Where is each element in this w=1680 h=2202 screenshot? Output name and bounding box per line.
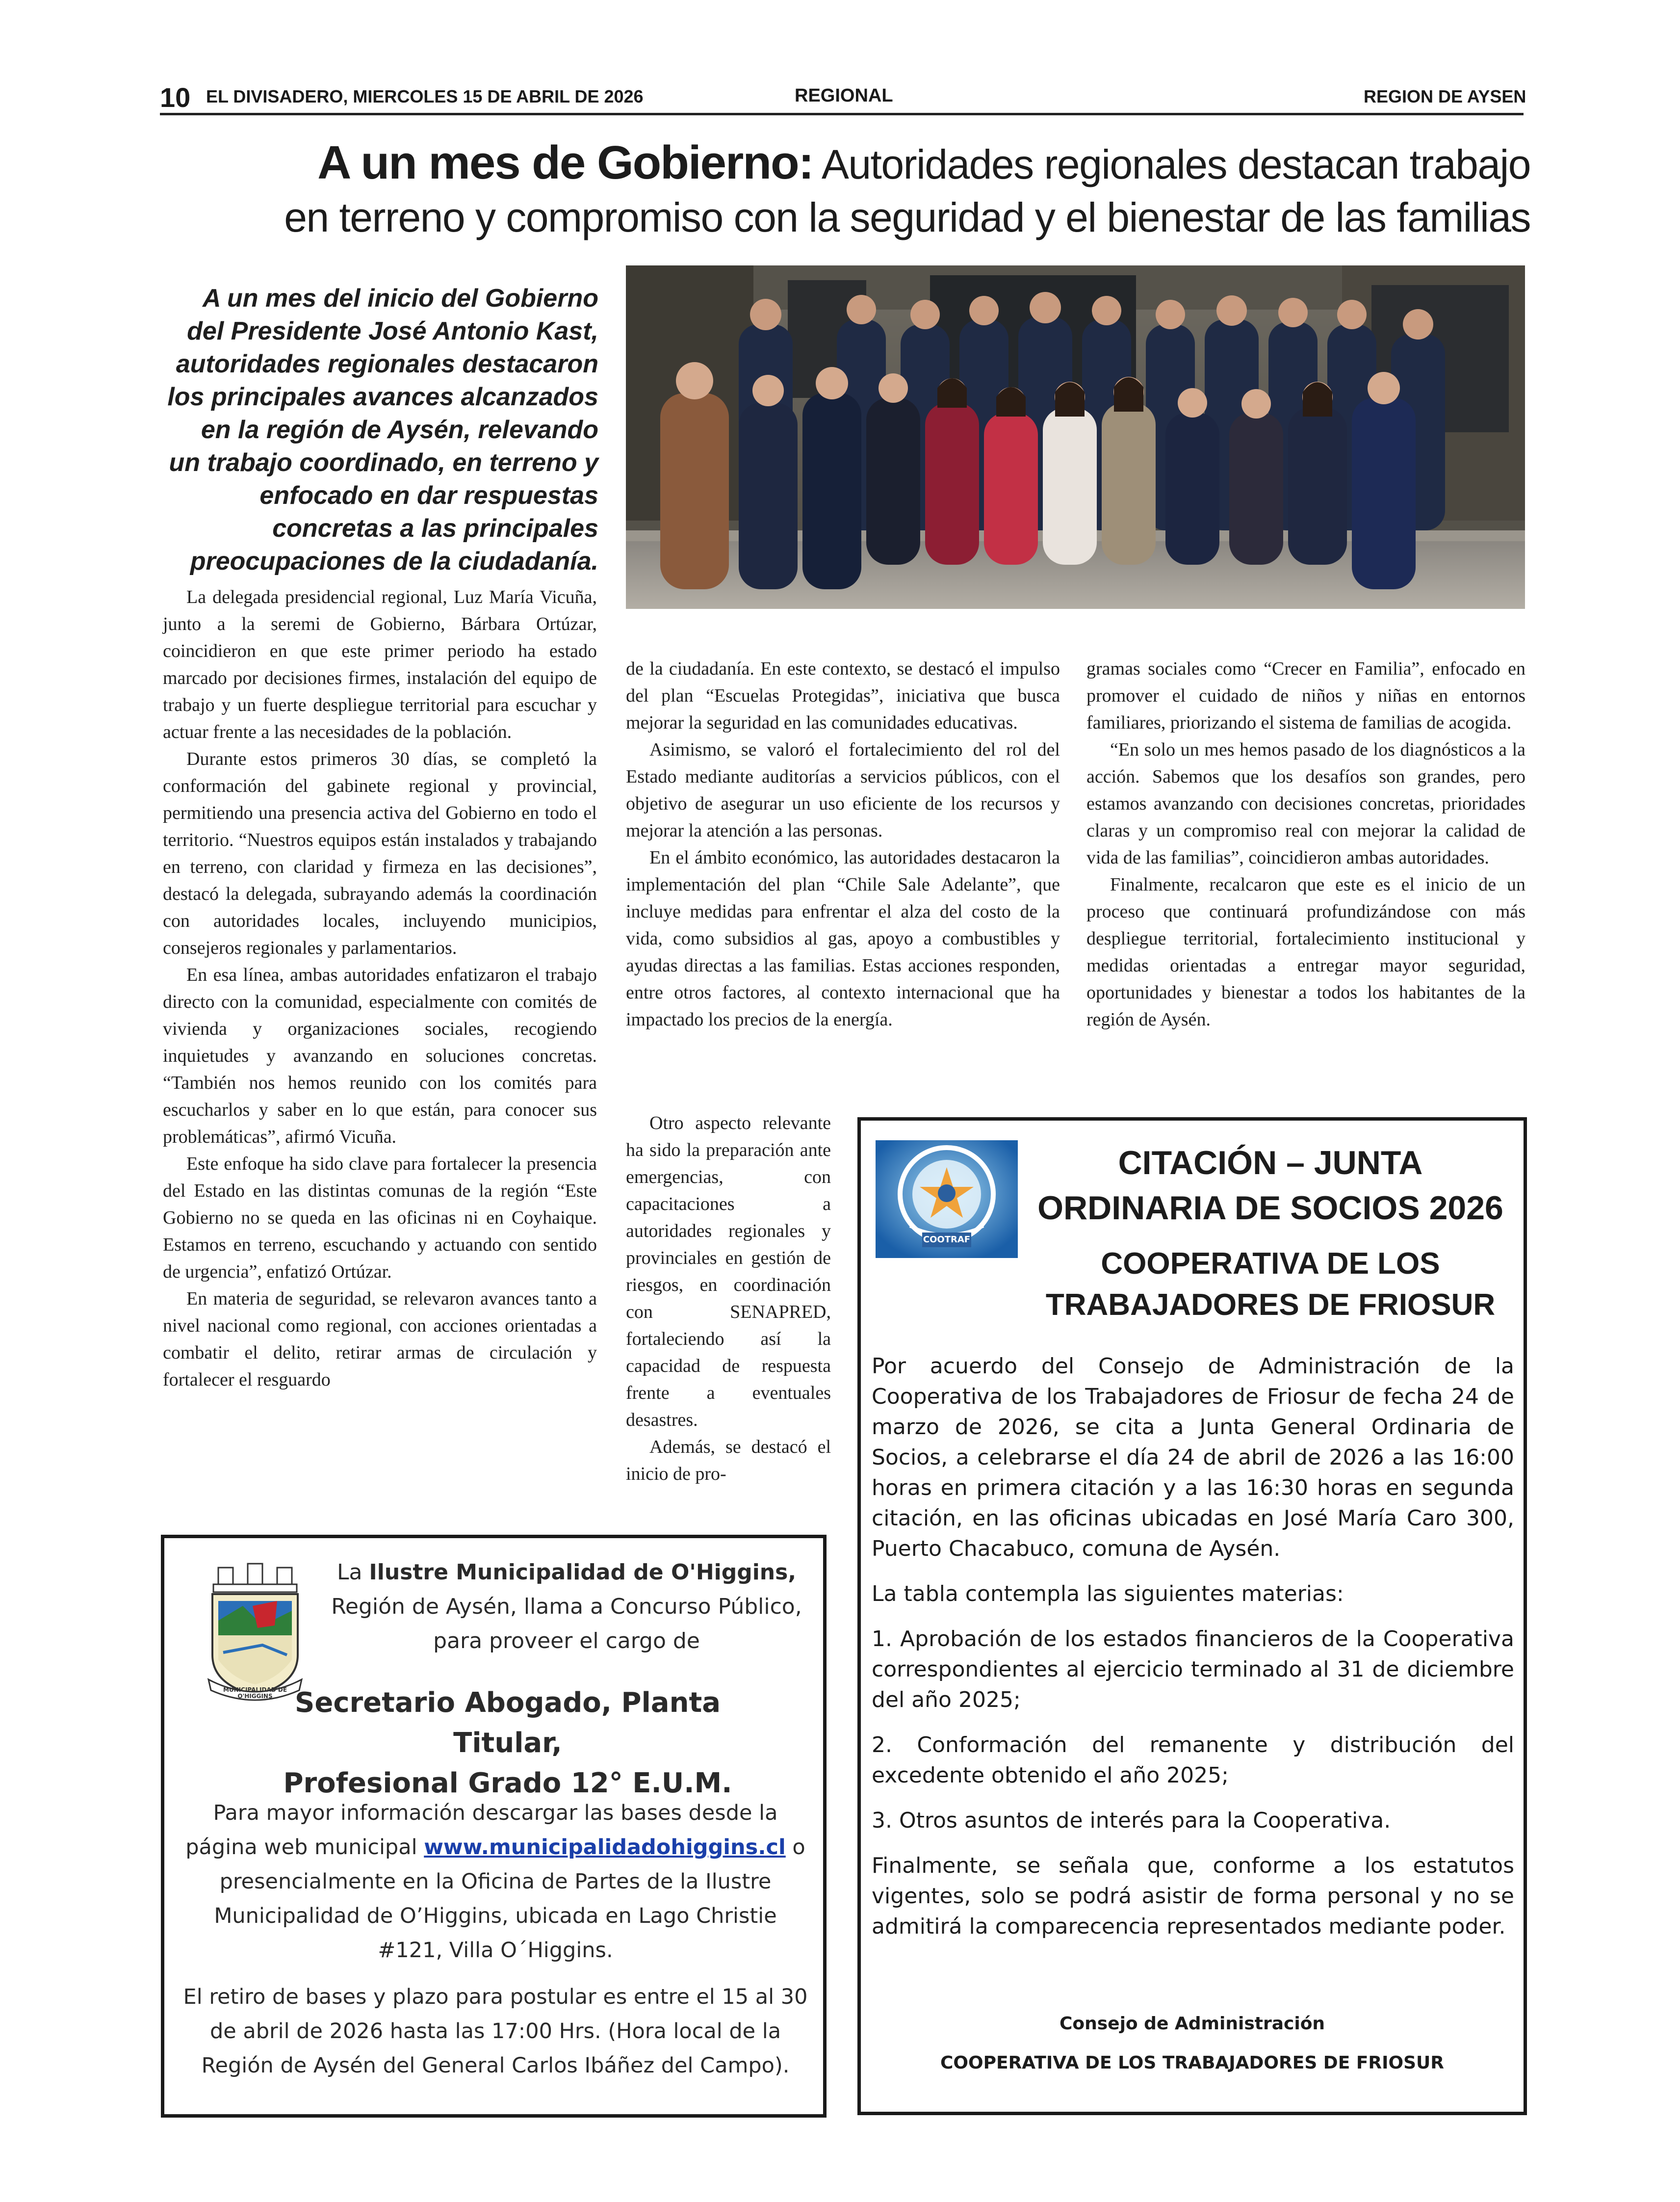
headline-line-1: Autoridades regionales destacan trabajo	[821, 141, 1530, 187]
paragraph: En esa línea, ambas autoridades enfatizaron el trabajo directo con la comunidad, especialmente con comités de vivienda y organizaciones sociales, recogiendo inquietudes y avanzando en soluciones concretas. “También nos hemos reunido con los comités para escucharlos y saber en lo que están, para conocer sus problemáticas”, afirmó Vicuña.	[163, 965, 597, 1147]
article-column-3	[1086, 655, 1525, 1033]
article-headline	[162, 136, 1530, 244]
paragraph: Además, se destacó el inicio de pro-	[626, 1437, 831, 1484]
header-rule	[160, 113, 1524, 115]
paragraph: Finalmente, se señala que, conforme a los estatutos vigentes, solo se podrá asistir de forma personal y no se admitirá la comparecencia representados mediante poder.	[872, 1853, 1514, 1939]
cooperative-ad	[857, 1117, 1527, 2115]
municipal-website-link[interactable]: www.municipalidadohiggins.cl	[424, 1835, 786, 1860]
application-deadline: El retiro de bases y plazo para postular es entre el 15 al 30 de abril de 2026 hasta las 17:00 Hrs. (Hora local de la Región de Aysén del General Carlos Ibáñez del Campo).	[183, 1985, 808, 2078]
more-info: Para mayor información descargar las bases desde la página web municipal www.municipalidadohiggins.cl o presencialmente en la Oficina de Partes de la Ilustre Municipalidad de O’Higgins, ubicada en Lago Christie #121, Villa O´Higgins.	[185, 1801, 805, 1963]
list-item: 2. Conformación del remanente y distribución del excedente obtenido el año 2025;	[872, 1732, 1514, 1788]
paragraph: Este enfoque ha sido clave para fortalecer la presencia del Estado en las distintas comunas de la región “Este Gobierno no se queda en las oficinas ni en Coyhaique. Estamos en terreno, escuchando y actuando con sentido de urgencia”, enfatizó Ortúzar.	[163, 1153, 597, 1282]
signature-cooperative: COOPERATIVA DE LOS TRABAJADORES DE FRIOSUR	[940, 2053, 1445, 2073]
paragraph: En materia de seguridad, se relevaron avances tanto a nivel nacional como regional, con acciones orientadas a combatir el delito, retirar armas de circulación y fortalecer el resguardo	[163, 1288, 597, 1390]
position-title: Secretario Abogado, Planta Titular, Profesional Grado 12° E.U.M.	[283, 1687, 732, 1799]
municipal-ad	[161, 1535, 827, 2118]
cootraf-logo-icon	[876, 1140, 1018, 1258]
paragraph: Asimismo, se valoró el fortalecimiento del rol del Estado mediante auditorías a servicios públicos, con el objetivo de asegurar un uso eficiente de los recursos y mejorar la atención a las personas.	[626, 739, 1060, 841]
newspaper-name-date: EL DIVISADERO, MIERCOLES 15 DE ABRIL DE 2026	[206, 86, 644, 106]
group-photo	[626, 265, 1525, 609]
paragraph: Otro aspecto relevante ha sido la preparación ante emergencias, con capacitaciones a autoridades regionales y provinciales en gestión de riesgos, en coordinación con SENAPRED, fortaleciendo así la capacidad de respuesta frente a eventuales desastres.	[626, 1113, 831, 1430]
cooperative-name: COOPERATIVA DE LOS TRABAJADORES DE FRIOSUR	[1045, 1247, 1496, 1322]
paragraph: “En solo un mes hemos pasado de los diagnósticos a la acción. Sabemos que los desafíos son grandes, pero estamos avanzando con decisiones concretas, prioridades claras y un compromiso real con mejorar la calidad de vida de las familias”, coincidieron ambas autoridades.	[1086, 739, 1525, 868]
region-label: REGION DE AYSEN	[1364, 86, 1526, 106]
signature-council: Consejo de Administración	[1059, 2014, 1325, 2034]
section-label: REGIONAL	[795, 85, 893, 106]
paragraph: de la ciudadanía. En este contexto, se destacó el impulso del plan “Escuelas Protegidas”, iniciativa que busca mejorar la seguridad en las comunidades educativas.	[626, 658, 1060, 733]
headline-line-2: en terreno y compromiso con la seguridad y el bienestar de las familias	[284, 194, 1530, 240]
paragraph: Durante estos primeros 30 días, se completó la conformación del gabinete regional y provincial, permitiendo una presencia activa del Gobierno en todo el territorio. “Nuestros equipos están instalados y trabajando en terreno, con claridad y firmeza en las decisiones”, destacó la delegada, subrayando además la coordinación con autoridades locales, incluyendo municipios, consejeros regionales y parlamentarios.	[163, 749, 597, 958]
paragraph: La tabla contempla las siguientes materias:	[872, 1581, 1344, 1606]
citation-title: CITACIÓN – JUNTA ORDINARIA DE SOCIOS 2026	[1037, 1144, 1503, 1227]
list-item: 1. Aprobación de los estados financieros de la Cooperativa correspondientes al ejercicio terminado al 31 de diciembre del año 2025;	[872, 1626, 1514, 1712]
paragraph: La delegada presidencial regional, Luz María Vicuña, junto a la seremi de Gobierno, Bárbara Ortúzar, coincidieron en que este primer periodo ha estado marcado por decisiones firmes, instalación del equipo de trabajo y un fuerte despliegue territorial para escuchar y actuar frente a las necesidades de la población.	[163, 587, 597, 742]
paragraph: Por acuerdo del Consejo de Administración de la Cooperativa de los Trabajadores de Friosur de fecha 24 de marzo de 2026, se cita a Junta General Ordinaria de Socios, a celebrarse el día 24 de abril de 2026 a las 16:00 horas en primera citación y a las 16:30 horas en segunda citación, en las oficinas ubicadas en José María Caro 300, Puerto Chacabuco, comuna de Aysén.	[872, 1354, 1514, 1561]
article-column-2-narrow	[626, 1110, 831, 1488]
paragraph: En el ámbito económico, las autoridades destacaron la implementación del plan “Chile Sale Adelante”, que incluye medidas para enfrentar el alza del costo de la vida, como subsidios al gas, apoyo a combustibles y ayudas directas a las familias. Estas acciones responden, entre otros factores, al contexto internacional que ha impactado los precios de la energía.	[626, 847, 1060, 1030]
article-column-2	[626, 655, 1060, 1033]
citation-body	[872, 1351, 1514, 1957]
page-number: 10	[160, 82, 191, 113]
article-column-1	[163, 584, 597, 1393]
municipal-name: Ilustre Municipalidad de O'Higgins,	[369, 1560, 797, 1585]
list-item: 3. Otros asuntos de interés para la Cooperativa.	[872, 1808, 1391, 1833]
paragraph: Finalmente, recalcaron que este es el inicio de un proceso que continuará profundizándose con más despliegue territorial, fortalecimiento institucional y medidas orientadas a entregar mayor seguridad, oportunidades y bienestar a todos los habitantes de la región de Aysén.	[1086, 874, 1525, 1030]
paragraph: gramas sociales como “Crecer en Familia”, enfocado en promover el cuidado de niños y niñas en entornos familiares, priorizando el sistema de familias de acogida.	[1086, 658, 1525, 733]
headline-bold: A un mes de Gobierno:	[317, 136, 813, 189]
article-lead: A un mes del inicio del Gobierno del Presidente José Antonio Kast, autoridades regionales destacaron los principales avances alcanzados en la región de Aysén, relevando un trabajo coordinado, en terreno y enfocado en dar respuestas concretas a las principales preocupaciones de la ciudadanía.	[167, 284, 598, 576]
crest-banner-text: MUNICIPALIDAD DE O'HIGGINS	[223, 1686, 287, 1700]
municipal-intro: La Ilustre Municipalidad de O'Higgins, Región de Aysén, llama a Concurso Público, para proveer el cargo de	[331, 1560, 802, 1653]
logo-text: COOTRAF	[923, 1234, 971, 1245]
